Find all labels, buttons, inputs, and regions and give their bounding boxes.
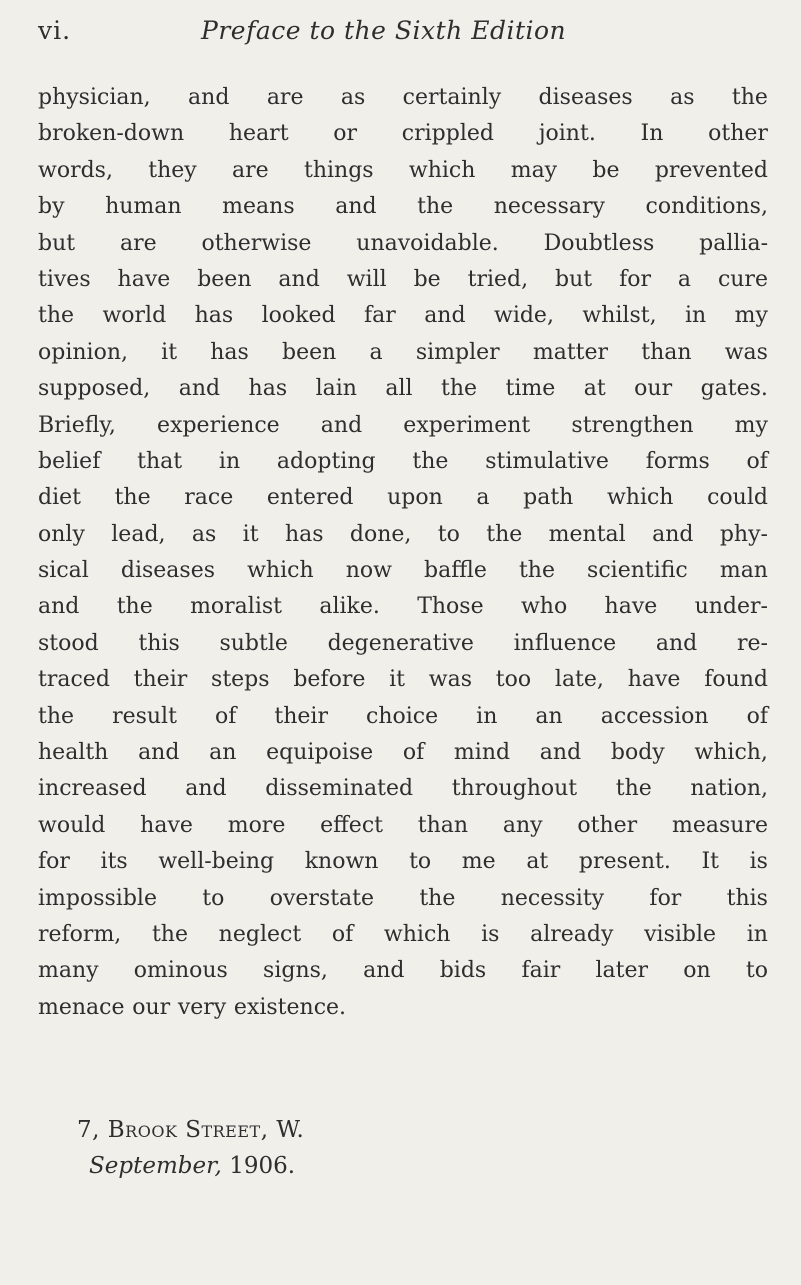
word: gates. <box>700 376 768 402</box>
word: later <box>595 958 648 984</box>
word: tives <box>38 266 91 292</box>
word: opinion, <box>38 339 128 365</box>
word: certainly <box>402 85 502 110</box>
word: of <box>214 703 237 729</box>
running-head-title: Preface to the Sixth Edition <box>201 16 567 45</box>
word: been <box>197 266 252 292</box>
word: an <box>535 703 563 729</box>
word: visible <box>644 921 717 947</box>
word: or <box>333 121 358 147</box>
word: which <box>247 558 314 584</box>
word: sical <box>38 558 89 584</box>
word: diseases <box>120 558 216 584</box>
word: In <box>640 121 664 147</box>
word: than <box>641 339 692 365</box>
word: and <box>335 194 377 220</box>
word: and <box>185 776 227 802</box>
word: this <box>138 630 180 656</box>
word: was <box>724 339 768 365</box>
word: the <box>518 558 555 584</box>
word: diseases <box>538 85 633 110</box>
word: to <box>409 849 432 875</box>
word: could <box>707 485 768 511</box>
word: tried, <box>467 266 529 292</box>
word: the <box>419 885 456 911</box>
text-line <box>38 917 768 953</box>
word: the <box>114 485 151 511</box>
word: to <box>437 521 460 547</box>
word: was <box>428 667 473 693</box>
word: very <box>177 994 227 1020</box>
word: health <box>38 740 109 766</box>
text-line <box>38 226 768 262</box>
word: a <box>369 339 383 365</box>
word: re- <box>736 630 768 656</box>
word: broken-down <box>38 121 185 147</box>
word: at <box>583 376 606 402</box>
running-head <box>38 16 768 46</box>
word: are <box>119 230 157 256</box>
text-line <box>38 735 768 771</box>
word: is <box>481 921 500 947</box>
text-line <box>38 881 768 917</box>
word: man <box>719 558 768 584</box>
word: and <box>363 958 405 984</box>
word: their <box>133 667 188 693</box>
word: lead, <box>111 521 166 547</box>
word: experiment <box>403 412 531 438</box>
word: means <box>222 194 295 220</box>
word: conditions, <box>645 194 768 220</box>
word: the <box>38 703 75 729</box>
word: prevented <box>654 157 768 183</box>
word: in <box>218 448 241 474</box>
word: disseminated <box>265 776 414 802</box>
text-line <box>38 480 768 516</box>
word: too <box>495 667 532 693</box>
word: and <box>278 266 320 292</box>
word: lain <box>315 376 357 402</box>
word: phy- <box>719 521 768 547</box>
text-line <box>38 517 768 553</box>
word: be <box>413 266 441 292</box>
word: in <box>685 303 707 329</box>
word: signs, <box>263 958 328 984</box>
word: moralist <box>190 594 283 620</box>
word: unavoidable. <box>356 230 499 256</box>
word: have <box>117 266 171 292</box>
word: an <box>209 740 237 766</box>
word: a <box>476 485 490 511</box>
word: in <box>746 921 768 947</box>
word: time <box>505 376 556 402</box>
word: overstate <box>269 885 375 911</box>
word: which, <box>694 740 768 766</box>
word: which <box>408 157 476 183</box>
word: all <box>385 376 413 402</box>
word: upon <box>387 485 443 511</box>
word: simpler <box>415 339 500 365</box>
word: belief <box>38 448 101 474</box>
word: and <box>38 594 80 620</box>
word: supposed, <box>38 376 151 402</box>
text-line <box>38 808 768 844</box>
word: well-being <box>158 849 275 875</box>
word: and <box>652 521 694 547</box>
word: only <box>38 521 85 547</box>
word: and <box>655 630 698 656</box>
word: race <box>184 485 234 511</box>
word: before <box>293 667 366 693</box>
text-line <box>38 844 768 880</box>
page-number: vi. <box>38 16 72 45</box>
word: our <box>132 994 171 1020</box>
word: adopting <box>276 448 376 474</box>
word: choice <box>366 703 439 729</box>
word: and <box>539 740 582 766</box>
signature-year: 1906. <box>229 1153 296 1179</box>
word: the <box>486 521 523 547</box>
text-line <box>38 408 768 444</box>
word: and <box>138 740 180 766</box>
word: but <box>555 266 593 292</box>
word: Briefly, <box>38 412 116 438</box>
word: of <box>331 921 354 947</box>
word: stimulative <box>485 448 609 474</box>
text-line <box>38 335 768 371</box>
word: any <box>502 812 543 838</box>
text-line <box>38 662 768 698</box>
word: physician, <box>38 85 151 110</box>
word: otherwise <box>201 230 312 256</box>
word: already <box>530 921 614 947</box>
text-line <box>38 80 768 116</box>
word: baffle <box>424 558 487 584</box>
word: be <box>592 157 620 183</box>
text-line <box>38 298 768 334</box>
word: my <box>734 412 768 438</box>
text-line <box>38 771 768 807</box>
word: reform, <box>38 921 122 947</box>
word: would <box>38 812 106 838</box>
word: than <box>417 812 469 838</box>
word: this <box>726 885 768 911</box>
word: for <box>619 266 651 292</box>
word: bids <box>439 958 487 984</box>
word: the <box>615 776 652 802</box>
word: nation, <box>690 776 768 802</box>
word: influence <box>513 630 617 656</box>
word: strengthen <box>571 412 694 438</box>
word: their <box>274 703 328 729</box>
word: increased <box>38 776 147 802</box>
text-line <box>38 589 768 625</box>
word: now <box>345 558 392 584</box>
word: existence. <box>233 994 347 1020</box>
word: has <box>210 339 249 365</box>
word: fair <box>521 958 561 984</box>
word: found <box>704 667 768 693</box>
text-line <box>38 990 768 1026</box>
word: mind <box>453 740 511 766</box>
word: have <box>627 667 681 693</box>
text-line <box>38 189 768 225</box>
word: and <box>178 376 221 402</box>
word: joint. <box>538 121 596 147</box>
word: me <box>461 849 496 875</box>
word: Those <box>417 594 484 620</box>
word: by <box>38 194 65 220</box>
word: its <box>100 849 128 875</box>
text-line <box>38 371 768 407</box>
word: necessary <box>493 194 605 220</box>
word: to <box>202 885 225 911</box>
word: ominous <box>133 958 228 984</box>
word: for <box>649 885 682 911</box>
word: it <box>389 667 406 693</box>
text-line <box>38 262 768 298</box>
word: done, <box>349 521 412 547</box>
word: that <box>137 448 183 474</box>
word: entered <box>266 485 354 511</box>
text-line <box>38 553 768 589</box>
signature-month: September, <box>89 1153 222 1179</box>
word: whilst, <box>582 303 657 329</box>
word: which <box>383 921 451 947</box>
word: body <box>610 740 665 766</box>
body-text <box>38 80 768 1026</box>
word: of <box>746 448 768 474</box>
word: things <box>303 157 374 183</box>
word: steps <box>211 667 270 693</box>
signature-date <box>89 1148 577 1184</box>
word: result <box>112 703 177 729</box>
word: It <box>701 849 719 875</box>
word: our <box>634 376 673 402</box>
word: my <box>734 303 768 329</box>
word: it <box>161 339 178 365</box>
word: who <box>520 594 568 620</box>
word: mental <box>548 521 626 547</box>
word: as <box>670 85 695 110</box>
word: degenerative <box>327 630 474 656</box>
word: scientific <box>587 558 688 584</box>
word: menace <box>38 994 125 1020</box>
word: has <box>284 521 324 547</box>
word: have <box>140 812 193 838</box>
word: the <box>38 303 75 329</box>
word: looked <box>261 303 336 329</box>
word: traced <box>38 667 110 693</box>
word: the <box>441 376 478 402</box>
signature-block <box>77 1112 577 1184</box>
word: words, <box>38 157 113 183</box>
word: in <box>476 703 498 729</box>
word: late, <box>554 667 604 693</box>
word: pallia- <box>699 230 768 256</box>
word: under- <box>694 594 768 620</box>
word: the <box>731 85 768 110</box>
word: of <box>402 740 425 766</box>
word: many <box>38 958 99 984</box>
word: have <box>604 594 658 620</box>
word: forms <box>645 448 710 474</box>
word: Doubtless <box>543 230 655 256</box>
word: path <box>523 485 574 511</box>
word: far <box>363 303 396 329</box>
word: human <box>105 194 182 220</box>
word: impossible <box>38 885 157 911</box>
word: has <box>248 376 288 402</box>
text-line <box>38 116 768 152</box>
word: a <box>677 266 692 292</box>
word: which <box>606 485 674 511</box>
word: equipoise <box>266 740 374 766</box>
word: wide, <box>493 303 554 329</box>
text-line <box>38 153 768 189</box>
word: of <box>746 703 768 729</box>
word: the <box>417 194 454 220</box>
word: stood <box>38 630 99 656</box>
word: as <box>340 85 366 110</box>
word: subtle <box>219 630 288 656</box>
word: more <box>227 812 286 838</box>
text-line <box>38 953 768 989</box>
word: the <box>151 921 188 947</box>
word: are <box>266 85 304 110</box>
word: are <box>232 157 269 183</box>
word: alike. <box>319 594 380 620</box>
word: at <box>526 849 549 875</box>
word: been <box>282 339 337 365</box>
word: and <box>320 412 363 438</box>
word: and <box>188 85 230 110</box>
word: it <box>242 521 259 547</box>
word: on <box>683 958 711 984</box>
word: experience <box>157 412 280 438</box>
word: neglect <box>218 921 302 947</box>
word: has <box>194 303 234 329</box>
word: as <box>191 521 217 547</box>
word: accession <box>600 703 709 729</box>
word: the <box>412 448 449 474</box>
word: other <box>708 121 768 147</box>
word: throughout <box>451 776 578 802</box>
word: and <box>424 303 466 329</box>
word: known <box>304 849 379 875</box>
word: to <box>745 958 768 984</box>
text-line <box>38 626 768 662</box>
word: is <box>749 849 768 875</box>
word: heart <box>228 121 289 147</box>
word: crippled <box>401 121 494 147</box>
word: effect <box>320 812 383 838</box>
word: but <box>38 230 76 256</box>
text-line <box>38 444 768 480</box>
word: present. <box>578 849 671 875</box>
word: necessity <box>500 885 605 911</box>
word: matter <box>532 339 609 365</box>
word: the <box>116 594 153 620</box>
word: they <box>148 157 197 183</box>
signature-address: 7, Brook Street, W. <box>77 1117 305 1143</box>
text-line <box>38 699 768 735</box>
word: for <box>38 849 70 875</box>
word: world <box>102 303 167 329</box>
word: other <box>577 812 638 838</box>
word: diet <box>38 485 81 511</box>
word: will <box>346 266 387 292</box>
word: cure <box>717 266 768 292</box>
word: measure <box>672 812 768 838</box>
word: may <box>510 157 558 183</box>
